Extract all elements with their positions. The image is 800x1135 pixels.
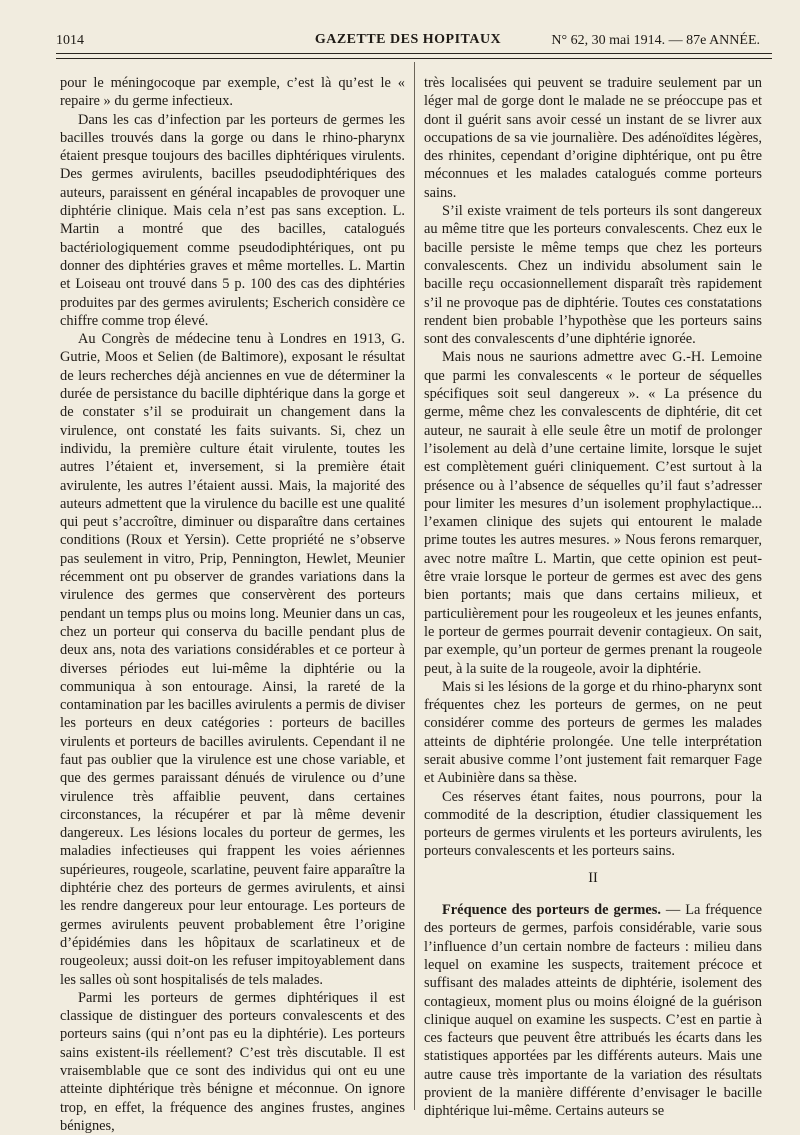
running-header [56,30,760,52]
section-paragraph [424,901,762,1121]
journal-title: GAZETTE DES HOPITAUX [314,32,502,47]
column-divider [414,62,415,1110]
section-title: Fréquence des porteurs de germes. [442,902,662,919]
paragraph: Au Congrès de médecine tenu à Londres en 1913, G. Gutrie, Moos et Selien (de Baltimore), exposant le résultat de leurs recherches déjà anciennes en vue de déterminer la durée de persistance du bacille diphtérique dans la gorge et de constater s’il se produirait un changement dans la virulence, ont constaté les faits suivants. Si, chez un individu, la première culture était virulente, toutes les autres l’étaient et, inversement, si la première était avirulente, les autres l’étaient aussi. Mais, la majorité des auteurs admettent que la virulence du bacille est une qualité qui peut s’accroître, diminuer ou disparaître dans certaines conditions (Roux et Yersin). Cette propriété ne s’observe pas seulement in vitro, Prip, Pennington, Hewlet, Meunier récemment ont pu observer de grandes variations dans la virulence des germes que conservèrent des porteurs pendant un temps plus ou moins long. Meunier dans un cas, chez un porteur qui conserva du bacille pendant plus de deux ans, nota des variations considérables et ce porteur à diverses périodes eut lui-même la diphtérie ou la communiqua à son entourage. Ainsi, la rareté de la contamination par les bacilles avirulents a permis de diviser les porteurs en deux catégories : porteurs de bacilles virulents et porteurs de bacilles avirulents. Cependant il ne faut pas oublier que la virulence est une chose variable, et que des germes paraissant dénués de virulence ou d’une virulence très affaiblie peuvent, dans certaines circonstances, la récupérer et par là même devenir dangereux. Les lésions locales du porteur de germes, les maladies infectieuses qui frappent les voies aériennes supérieures, rougeole, scarlatine, peuvent faire apparaître la diphtérie chez des porteurs de germes avirulents, et ainsi les rendre dangereux pour leur entourage. Les porteurs de germes avirulents peuvent probablement être l’origine d’épidémies dans les hôpitaux de scarlatineux et de rougeoleux; aussi doit-on les refuser impitoyablement dans les salles où sont hospitalisés de tels malades. [60,331,405,988]
paragraph: Parmi les porteurs de germes diphtériques il est classique de distinguer des porteurs convalescents et des porteurs sains (qui n’ont pas eu la diphtérie). Les porteurs sains existent-ils réellement? C’est très discutable. Il est vraisemblable que ce sont des individus qui ont eu une atteinte diphtérique très bénigne et méconnue. On ignore trop, en effet, la fréquence des angines frustes, angines bénignes, [60,989,405,1134]
left-column [60,74,405,1134]
paragraph: Dans les cas d’infection par les porteurs de germes les bacilles trouvés dans la gorge ou dans le rhino-pharynx étaient presque toujours des bacilles diphtériques virulents. Des germes avirulents, bacilles pseudodiphtériques des auteurs, paraissent en général incapables de provoquer une diphtérie clinique. Mais cela n’est pas sans exception. L. Martin a montré que des bacilles, catalogués bactériologiquement comme pseudodiphtériques, ont pu donner des diphtéries graves et même mortelles. L. Martin et Loiseau ont trouvé dans 5 p. 100 des cas des diphtéries produites par des germes avirulents; Escherich considère ce chiffre comme trop élevé. [60,111,405,329]
paragraph: Ces réserves étant faites, nous pourrons, pour la commodité de la description, étudier classiquement les porteurs de germes virulents et les porteurs avirulents, les porteurs convalescents et les porteurs sains. [424,788,762,860]
header-rule-top [56,53,772,54]
paragraph: très localisées qui peuvent se traduire seulement par un léger mal de gorge dont le malade ne se préoccupe pas et dont il guérit sans avoir cessé un instant de se livrer aux occupations de sa vie journalière. Des adénoïdites légères, des rhinites, cependant d’origine diphtérique, ont pu être méconnues et les malades catalogués comme porteurs sains. [424,75,762,201]
right-column [424,74,762,1120]
paragraph: Mais nous ne saurions admettre avec G.-H. Lemoine que parmi les convalescents « le porteur de séquelles spécifiques soit seul dangereux ». « La présence du germe, même chez les convalescents de diphtérie, dit cet auteur, ne saurait à elle seule être un motif de prolonger l’isolement au delà d’une certaine limite, lorsque le sujet est complètement guéri cliniquement. C’est surtout à la présence ou à l’absence de séquelles qu’il faut s’adresser pour limiter les mesures d’un isolement prophylactique... l’examen clinique des sujets qui entourent le malade prime toutes les autres mesures. » Nous ferons remarquer, avec notre maître L. Martin, que cette opinion est peut-être vraie lorsque le porteur de germes est avec des gens bien portants; mais que dans certains milieux, et particulièrement pour les rougeoleux et les jeunes enfants, le porteur de germes pourrait devenir contagieux. On sait, par exemple, qu’un porteur de germes prenant la rougeole peut, à la suite de la rougeole, avoir la diphtérie. [424,349,762,677]
paragraph: S’il existe vraiment de tels porteurs ils sont dangereux au même titre que les porteurs convalescents. Chez eux le bacille persiste le même temps que chez les porteurs convalescents. Chez un individu absolument sain le bacille reçu occasionnellement disparaît très rapidement s’il ne provoque pas de diphtérie. Toutes ces constatations rendent bien probable l’hypothèse que les porteurs sains sont des convalescents d’une diphtérie ignorée. [424,203,762,348]
paragraph: Mais si les lésions de la gorge et du rhino-pharynx sont fréquentes chez les porteurs de germes, on ne peut considérer comme des porteurs de germes les malades atteints de diphtérie prolongée. Une telle interprétation serait abusive comme l’ont justement fait remarquer Fage et Aubinière dans sa thèse. [424,678,762,787]
page-number: 1014 [56,33,84,48]
paragraph: pour le méningocoque par exemple, c’est là qu’est le « repaire » du germe infectieux. [60,75,405,110]
section-number: II [588,869,598,886]
section-text: — La fréquence des porteurs de germes, parfois considérable, varie sous l’influence d’un certain nombre de facteurs : milieu dans lequel on examine les suspects, traitement précoce et suffisant des malades atteints de diphtérie, isolement des contagieux, moment plus ou moins éloigné de la guérison clinique auquel on examine les suspects. C’est en partie à ces facteurs que peuvent être attribués les écarts dans les statistiques apportées par les différents auteurs. Mais une autre cause très importante de la variation des résultats provient de la manière différente d’envisager le bacille diphtérique lui-même. Certains auteurs se [424,902,762,1120]
issue-info: N° 62, 30 mai 1914. — 87e ANNÉE. [551,33,760,48]
header-rule-bottom [56,58,772,59]
